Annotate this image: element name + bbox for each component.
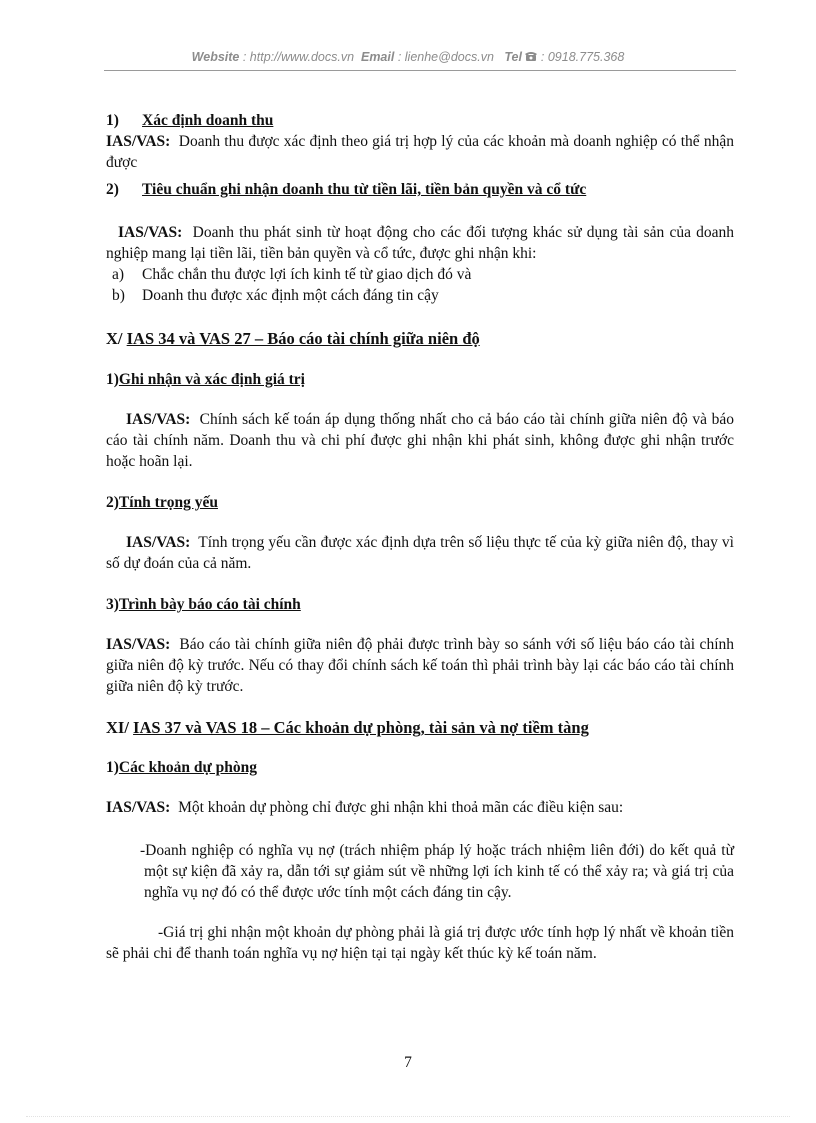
condition-2: -Giá trị ghi nhận một khoản dự phòng phải là giá trị được ước tính hợp lý nhất về khoản tiền sẽ phải chi để thanh toán nghĩa vụ nợ hiện tại tại ngày kết thúc kỳ kế toán năm. [106,924,734,962]
paragraph-10-2-label: IAS/VAS: [126,534,191,551]
subheading-10-3-title: Trình bày báo cáo tài chính [118,596,301,613]
paragraph-11-1-label: IAS/VAS: [106,799,171,816]
section-11-prefix: XI/ [106,718,129,737]
paragraph-10-1 [106,409,734,472]
list-item-b-text: Doanh thu được xác định một cách đáng tin cậy [142,287,439,304]
paragraph-10-3-text: Báo cáo tài chính giữa niên độ phải được trình bày so sánh với số liệu báo cáo tài chính giữa niên độ kỳ trước. Nếu có thay đổi chính sách kế toán thì phải trình bày lại các báo cáo tài chính giữa niên độ kỳ trước. [106,636,734,695]
condition-1: -Doanh nghiệp có nghĩa vụ nợ (trách nhiệm pháp lý hoặc trách nhiệm liên đới) do kết quả từ một sự kiện đã xảy ra, dẫn tới sự giảm sút về những lợi ích kinh tế có thể xảy ra; và giá trị của nghĩa vụ nợ đó có thể được ước tính một cách đáng tin cậy. [140,842,734,901]
paragraph-1 [106,131,734,173]
page-bottom-divider [26,1116,790,1117]
heading-2-number: 2) [106,181,119,198]
section-10-title: IAS 34 và VAS 27 – Báo cáo tài chính giữa niên độ [126,329,480,348]
document-body [106,110,734,964]
list-item-b-marker: b) [112,287,125,304]
list-item-a-text: Chắc chắn thu được lợi ích kinh tế từ giao dịch đó và [142,266,472,283]
subheading-11-1-number: 1) [106,759,119,776]
list-item-b [106,285,734,306]
paragraph-10-3-label: IAS/VAS: [106,636,171,653]
website-value: : http://www.docs.vn [242,50,355,64]
paragraph-10-2-text: Tính trọng yếu cần được xác định dựa trên số liệu thực tế của kỳ giữa niên độ, thay vì số dự đoán của cả năm. [106,534,734,572]
subheading-10-2 [106,492,734,513]
paragraph-10-2 [106,532,734,574]
paragraph-11-1-text: Một khoản dự phòng chỉ được ghi nhận khi thoả mãn các điều kiện sau: [178,799,624,816]
subheading-10-2-number: 2) [106,494,119,511]
paragraph-2-text: Doanh thu phát sinh từ hoạt động cho các đối tượng khác sử dụng tài sản của doanh nghiệp mang lại tiền lãi, tiền bản quyền và cổ tức, được ghi nhận khi: [106,224,735,262]
subheading-10-1-title: Ghi nhận và xác định giá trị [118,371,305,388]
phone-icon [525,50,540,64]
paragraph-1-text: Doanh thu được xác định theo giá trị hợp lý của các khoản mà doanh nghiệp có thể nhận được [106,133,734,171]
list-item-a [106,264,734,285]
section-10-prefix: X/ [106,329,123,348]
heading-2-title: Tiêu chuẩn ghi nhận doanh thu từ tiền lãi, tiền bản quyền và cổ tức [142,181,587,198]
email-label: Email [360,50,395,64]
paragraph-2 [106,222,734,264]
website-label: Website [191,50,240,64]
section-11-heading [106,717,734,738]
paragraph-10-1-label: IAS/VAS: [126,411,191,428]
heading-2 [106,179,734,200]
email-value: : lienhe@docs.vn [397,50,494,64]
paragraph-10-3 [106,634,734,697]
subheading-10-1 [106,369,734,390]
paragraph-11-1 [106,797,734,818]
heading-1-title: Xác định doanh thu [142,112,274,129]
heading-1-number: 1) [106,112,119,129]
section-11-title: IAS 37 và VAS 18 – Các khoản dự phòng, tài sản và nợ tiềm tàng [133,718,589,737]
list-item-a-marker: a) [112,266,125,283]
paragraph-1-label: IAS/VAS: [106,133,171,150]
page-header [0,50,816,64]
subheading-10-3 [106,594,734,615]
paragraph-10-1-text: Chính sách kế toán áp dụng thống nhất cho cả báo cáo tài chính giữa niên độ và báo cáo tài chính năm. Doanh thu và chi phí được ghi nhận khi phát sinh, không được ghi nhận trước hoặc hoãn lại. [106,411,734,470]
subheading-10-1-number: 1) [106,371,119,388]
subheading-10-3-number: 3) [106,596,119,613]
section-10-heading [106,328,734,349]
subheading-10-2-title: Tính trọng yếu [118,494,218,511]
subheading-11-1 [106,757,734,778]
tel-label: Tel [504,50,522,64]
page-number: 7 [404,1054,412,1071]
tel-value: : 0918.775.368 [540,50,625,64]
header-divider [104,70,736,71]
subheading-11-1-title: Các khoản dự phòng [118,759,258,776]
paragraph-2-label: IAS/VAS: [118,224,183,241]
heading-1 [106,110,734,131]
